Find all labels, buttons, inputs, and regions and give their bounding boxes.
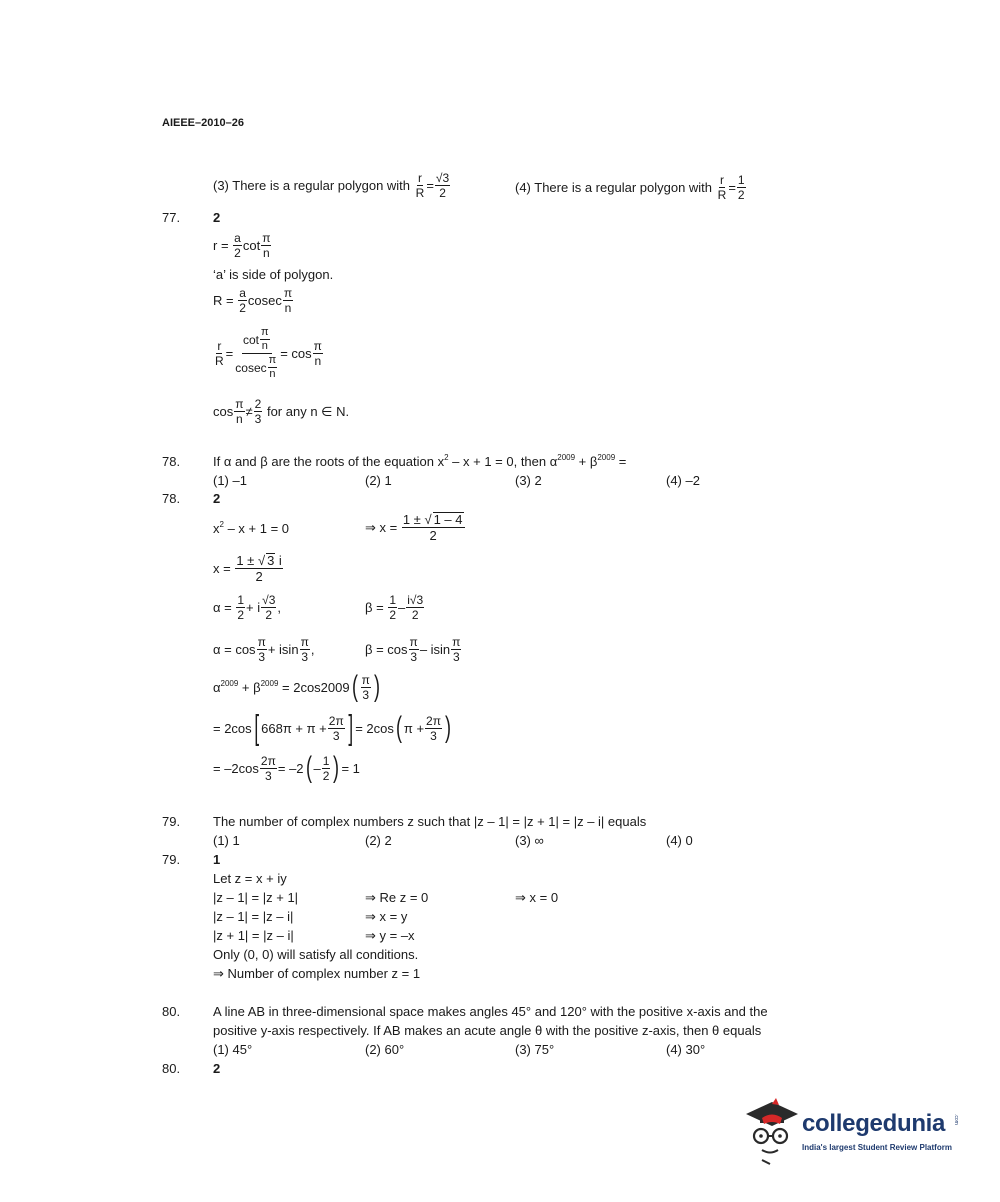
mascot-icon	[742, 1096, 802, 1166]
sol79-line-2c: ⇒ x = 0	[515, 890, 559, 905]
sol78-line-1b: ⇒ x = $\frac{1 \pm √ 1 - 4}{2}$	[365, 512, 463, 543]
sol77-line-5: cos $\frac{\pi}{n}$ ≠ $\frac{2}{3}$ for any n ∈ N.	[213, 397, 350, 426]
q76-opt3-rhs: $\frac{√3}{2}$	[435, 171, 450, 200]
sol77-line-2: ‘a’ is side of polygon.	[213, 267, 334, 282]
q79-option-3: (3) ∞	[515, 833, 544, 848]
sol78-line-3a: α = $\frac{1}{2}$ + i $\frac{√3}{2}$ ,	[213, 593, 282, 622]
sol79-line-4b: ⇒ y = –x	[365, 928, 415, 943]
q78-option-3: (3) 2	[515, 473, 542, 488]
q78-option-4: (4) –2	[666, 473, 700, 488]
sol80-answer: 2	[213, 1061, 221, 1076]
sol78-line-4a: α = cos $\frac{\pi}{3}$ + isin $\frac{\pi}{3}$ ,	[213, 635, 315, 664]
sol78-number: 78.	[162, 491, 181, 506]
sol79-line-6: ⇒ Number of complex number z = 1	[213, 966, 421, 981]
q78-option-2: (2) 1	[365, 473, 392, 488]
logo-domain-suffix: .com	[953, 1114, 959, 1125]
q79-number: 79.	[162, 814, 181, 829]
q76-opt3-text: (3) There is a regular polygon with	[213, 178, 411, 193]
q76-opt3-lhs: $\frac{r}{R}$	[415, 171, 425, 200]
sol78-line-1a: $x^2 - x + 1 = 0$	[213, 520, 289, 536]
sol79-answer: 1	[213, 852, 221, 867]
q79-stem: The number of complex numbers z such that |z – 1| = |z + 1| = |z – i| equals	[213, 814, 647, 829]
sol79-line-3b: ⇒ x = y	[365, 909, 408, 924]
sol77-answer: 2	[213, 210, 221, 225]
sol78-answer: 2	[213, 491, 221, 506]
sol79-line-1: Let z = x + iy	[213, 871, 287, 886]
q76-opt4-lhs: $\frac{r}{R}$	[717, 173, 727, 202]
q80-option-4: (4) 30°	[666, 1042, 706, 1057]
q79-option-2: (2) 2	[365, 833, 392, 848]
logo-wordmark: collegedunia	[802, 1110, 946, 1137]
logo-tagline: India's largest Student Review Platform	[802, 1143, 952, 1152]
sol78-line-4b: β = cos $\frac{\pi}{3}$ – isin $\frac{\pi}{3}$	[365, 635, 461, 664]
sol79-line-3a: |z – 1| = |z – i|	[213, 909, 294, 924]
sol78-line-6: = 2cos [ 668π + π + $\frac{2\pi}{3}$ ] = 2cos ( π + $\frac{2\pi}{3}$ )	[213, 709, 451, 747]
sol77-line-1: r = $\frac{a}{2}$ cot $\frac{\pi}{n}$	[213, 231, 271, 260]
q80-option-1: (1) 45°	[213, 1042, 253, 1057]
q76-opt4-rhs: $\frac{1}{2}$	[737, 173, 745, 202]
q79-option-4: (4) 0	[666, 833, 693, 848]
q78-stem: If α and β are the roots of the equation $x^2 - x + 1 = 0$, then $\alpha^{2009} + \beta^{2009}$ =	[213, 453, 627, 469]
q78-option-1: (1) –1	[213, 473, 247, 488]
q76-option-3: (3) There is a regular polygon with $\frac{r}{R}$ = $\frac{√3}{2}$	[213, 171, 450, 200]
collegedunia-logo	[742, 1096, 972, 1166]
q80-option-2: (2) 60°	[365, 1042, 405, 1057]
q78-number: 78.	[162, 454, 181, 469]
q80-number: 80.	[162, 1004, 181, 1019]
q80-option-3: (3) 75°	[515, 1042, 555, 1057]
q79-option-1: (1) 1	[213, 833, 240, 848]
sol77-number: 77.	[162, 210, 181, 225]
sol80-number: 80.	[162, 1061, 181, 1076]
q80-stem-line-2: positive y-axis respectively. If AB makes an acute angle θ with the positive z-axis, then θ equals	[213, 1023, 762, 1038]
sol77-line-4: $\frac{r}{R}$ = cot $\frac{\pi}{n}$ cosec $\frac{\pi}{n}$ = cos $\frac{\pi}{n}$	[215, 326, 322, 380]
sol79-line-4a: |z + 1| = |z – i|	[213, 928, 294, 943]
sol78-line-2: x = $\frac{1 \pm √ 3 i}{2}$	[213, 553, 282, 584]
sol78-line-7: = –2cos $\frac{2\pi}{3}$ = –2 ( – $\frac{1}{2}$ ) = 1	[213, 751, 360, 784]
sol78-line-5: $\alpha^{2009} + \beta^{2009} = 2\cos 2009$ ( $\frac{\pi}{3}$ )	[213, 670, 380, 703]
q76-option-4: (4) There is a regular polygon with $\frac{r}{R}$ = $\frac{1}{2}$	[515, 173, 745, 202]
sol78-line-3b: β = $\frac{1}{2}$ – $\frac{i√3}{2}$	[365, 593, 424, 622]
sol79-line-2b: ⇒ Re z = 0	[365, 890, 429, 905]
sol79-number: 79.	[162, 852, 181, 867]
q80-stem-line-1: A line AB in three-dimensional space makes angles 45° and 120° with the positive x-axis and the	[213, 1004, 768, 1019]
sol77-line-3: R = $\frac{a}{2}$ cosec $\frac{\pi}{n}$	[213, 286, 293, 315]
page-header: AIEEE–2010–26	[162, 117, 244, 129]
sol79-line-2a: |z – 1| = |z + 1|	[213, 890, 299, 905]
q76-opt4-text: (4) There is a regular polygon with	[515, 180, 713, 195]
sol79-line-5: Only (0, 0) will satisfy all conditions.	[213, 947, 419, 962]
